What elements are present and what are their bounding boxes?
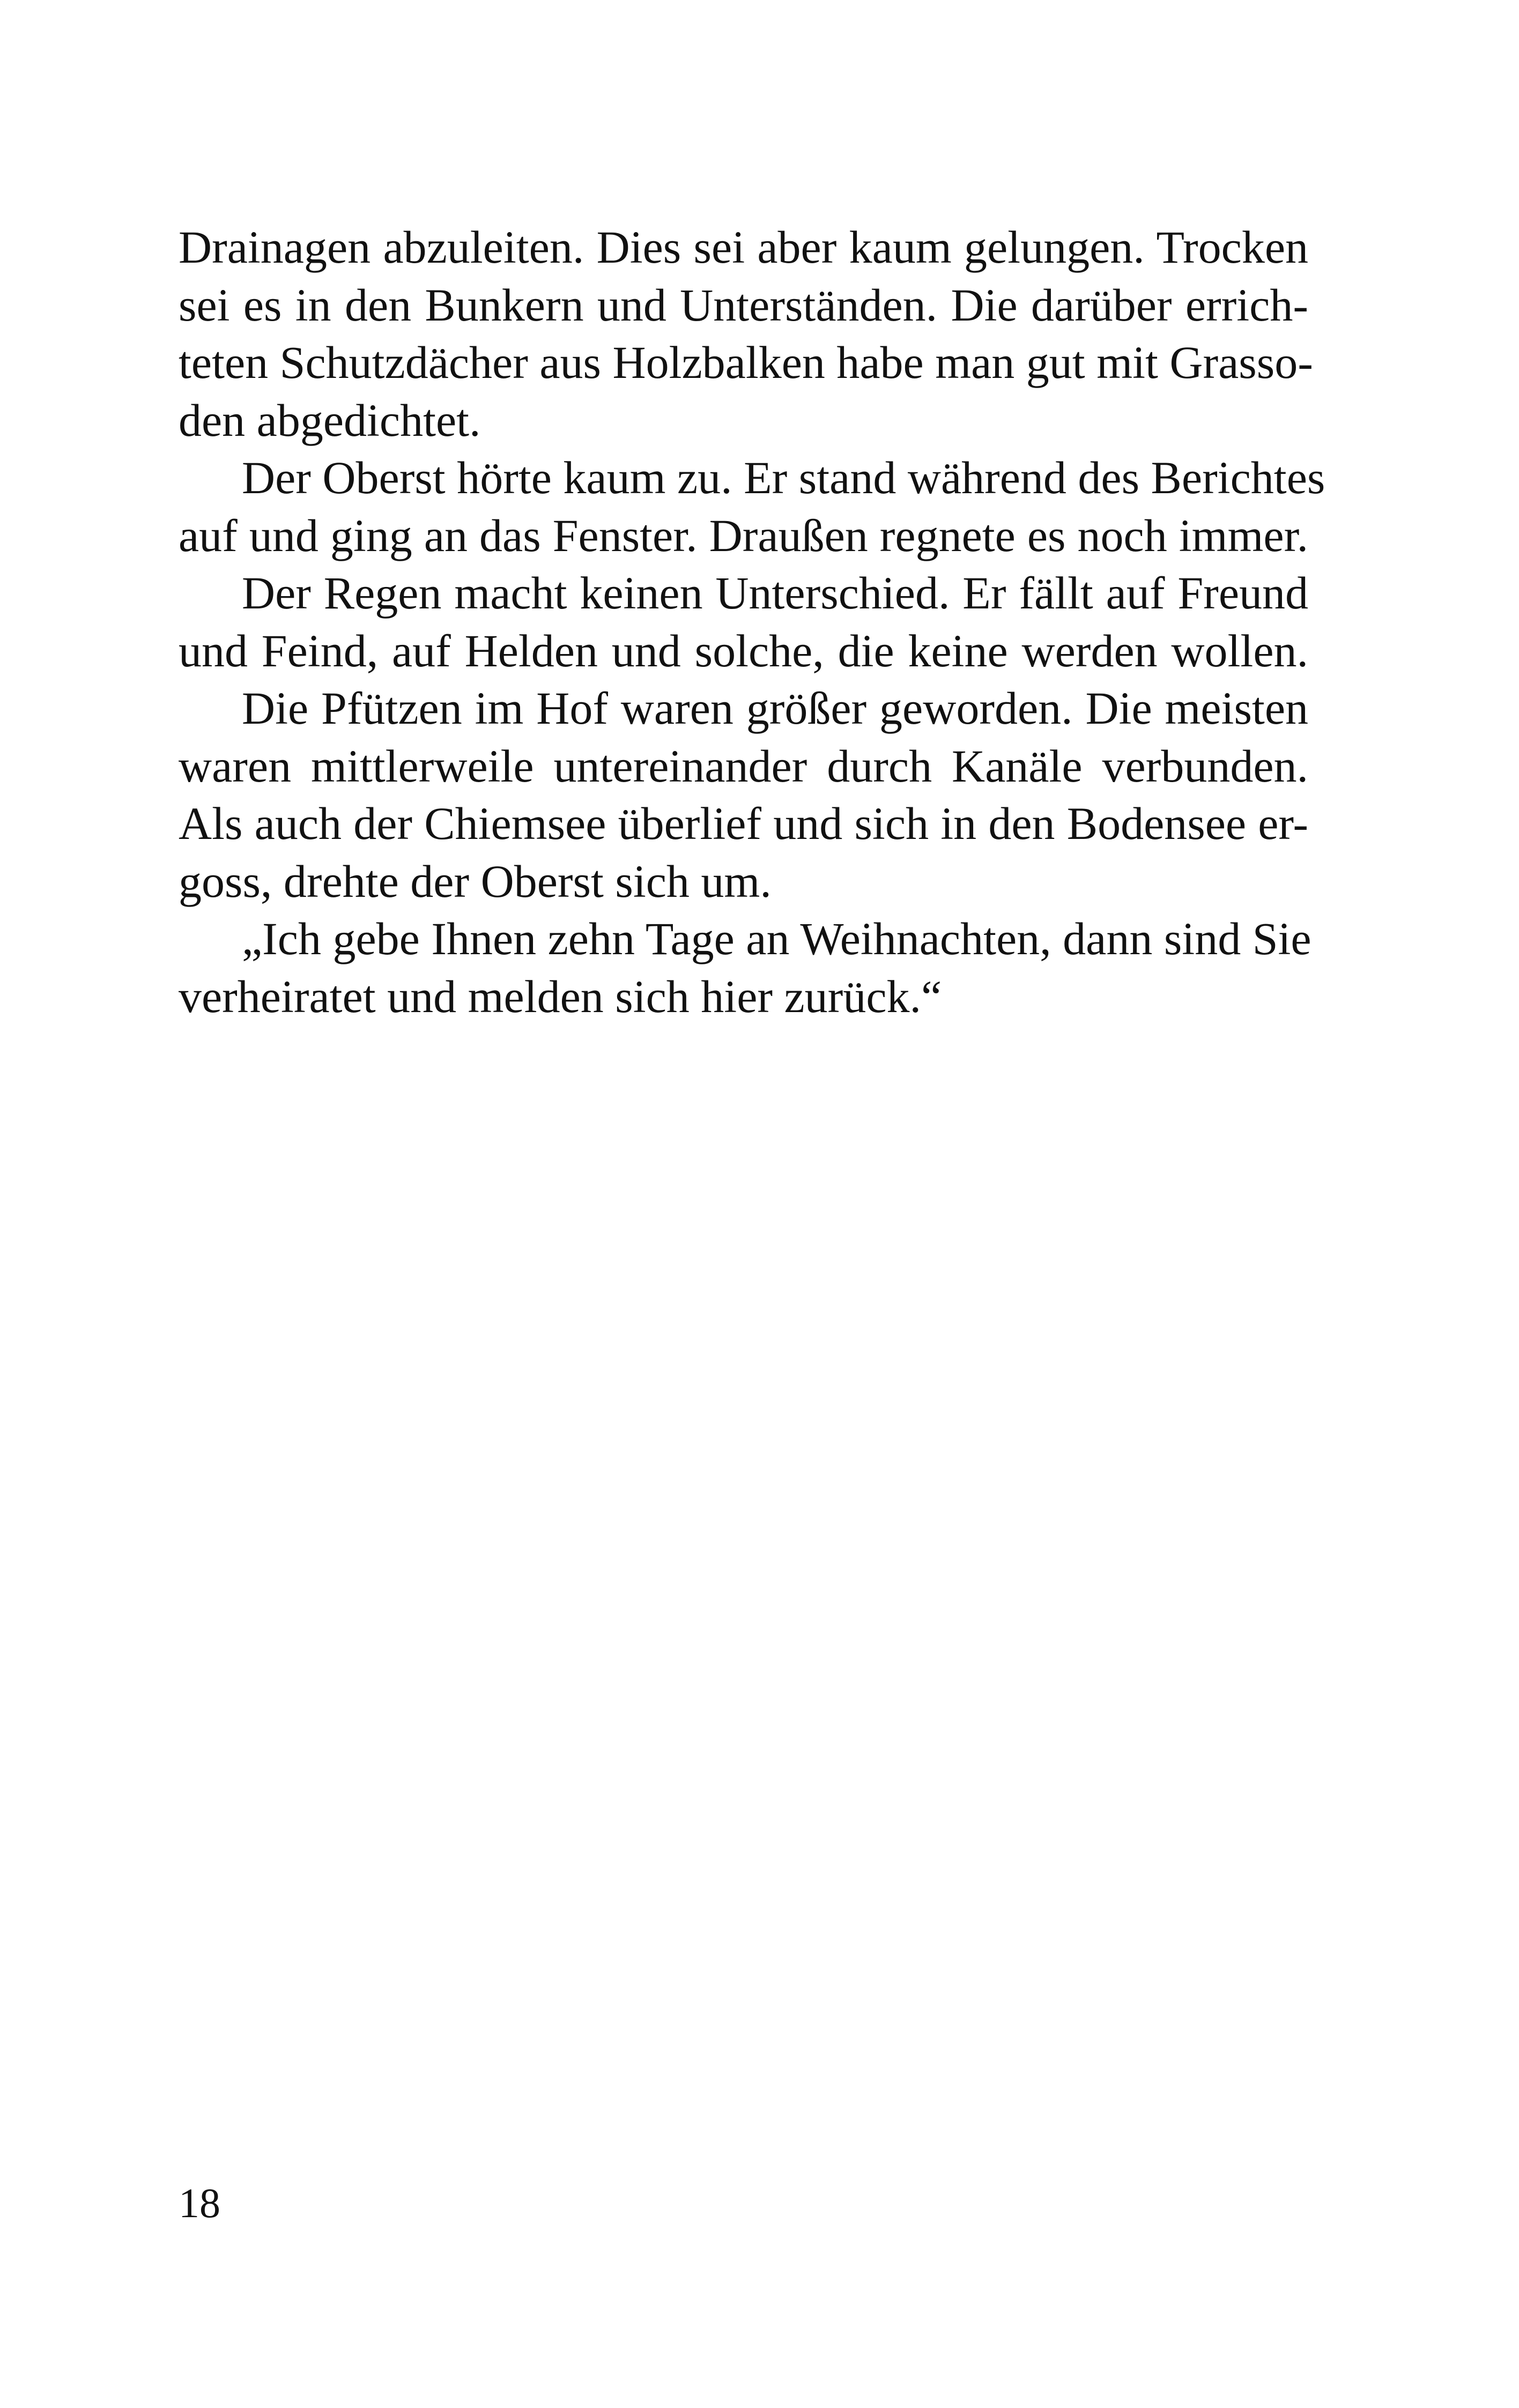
text-line: Der Regen macht keinen Unterschied. Er fällt auf Freund	[242, 567, 1308, 619]
body-text	[179, 219, 1325, 1025]
page-number: 18	[179, 2180, 220, 2226]
text-line: Als auch der Chiemsee überlief und sich in den Bodensee er-	[179, 798, 1308, 849]
text-line: waren mittlerweile untereinander durch Kanäle verbunden.	[179, 740, 1308, 792]
text-line: den abgedichtet.	[179, 394, 481, 446]
text-line: „Ich gebe Ihnen zehn Tage an Weihnachten, dann sind Sie	[242, 913, 1311, 964]
text-line: sei es in den Bunkern und Unterständen. Die darüber errich-	[179, 279, 1308, 331]
text-line: und Feind, auf Helden und solche, die keine werden wollen.	[179, 625, 1308, 677]
text-line: auf und ging an das Fenster. Draußen regnete es noch immer.	[179, 509, 1308, 561]
text-line: Die Pfützen im Hof waren größer geworden. Die meisten	[242, 682, 1308, 734]
text-line: verheiratet und melden sich hier zurück.“	[179, 970, 942, 1022]
text-line: teten Schutzdächer aus Holzbalken habe man gut mit Grasso-	[179, 337, 1313, 388]
text-line: Drainagen abzuleiten. Dies sei aber kaum gelungen. Trocken	[179, 221, 1308, 273]
text-line: Der Oberst hörte kaum zu. Er stand während des Berichtes	[242, 452, 1325, 503]
text-line: goss, drehte der Oberst sich um.	[179, 855, 772, 907]
